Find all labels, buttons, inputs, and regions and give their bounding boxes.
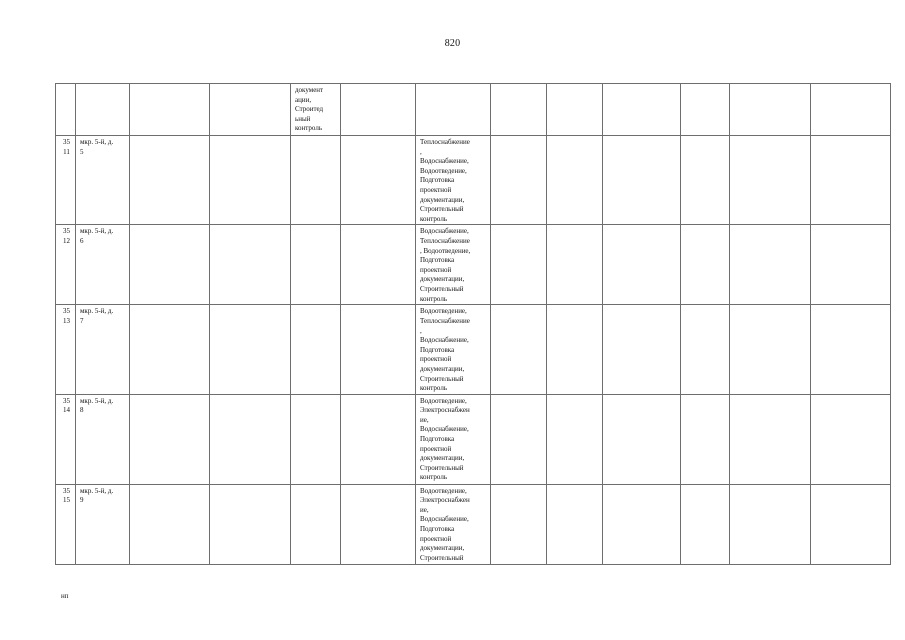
row-number: 35 11 (56, 136, 76, 225)
table-row (56, 484, 891, 564)
table-row (56, 305, 891, 394)
row-number: 35 15 (56, 484, 76, 564)
page-number: 820 (444, 38, 461, 49)
row-works: Водоотведение, Электроснабжен ие, Водоснабжение, Подготовка проектной документации, Строительный контроль (416, 394, 491, 484)
row-address: мкр. 5-й, д. 7 (76, 305, 130, 394)
table-row (56, 394, 891, 484)
table-row (56, 225, 891, 305)
row-works: Водоотведение, Теплоснабжение , Водоснабжение, Подготовка проектной документации, Строительный контроль (416, 305, 491, 394)
continuation-row (56, 84, 891, 136)
works-table (55, 83, 891, 565)
footer-mark: нп (61, 592, 69, 600)
row-works: Водоотведение, Электроснабжен ие, Водоснабжение, Подготовка проектной документации, Строительный (416, 484, 491, 564)
row-address: мкр. 5-й, д. 9 (76, 484, 130, 564)
row-address: мкр. 5-й, д. 8 (76, 394, 130, 484)
row-works: Теплоснабжение , Водоснабжение, Водоотведение, Подготовка проектной документации, Строительный контроль (416, 136, 491, 225)
row-number: 35 14 (56, 394, 76, 484)
row-number: 35 12 (56, 225, 76, 305)
row-works: Водоснабжение, Теплоснабжение , Водоотведение, Подготовка проектной документации, Строительный контроль (416, 225, 491, 305)
table-row (56, 136, 891, 225)
row-address: мкр. 5-й, д. 5 (76, 136, 130, 225)
row-number: 35 13 (56, 305, 76, 394)
continuation-cell: документ ации, Строитед ьный контроль (291, 84, 341, 136)
row-address: мкр. 5-й, д. 6 (76, 225, 130, 305)
